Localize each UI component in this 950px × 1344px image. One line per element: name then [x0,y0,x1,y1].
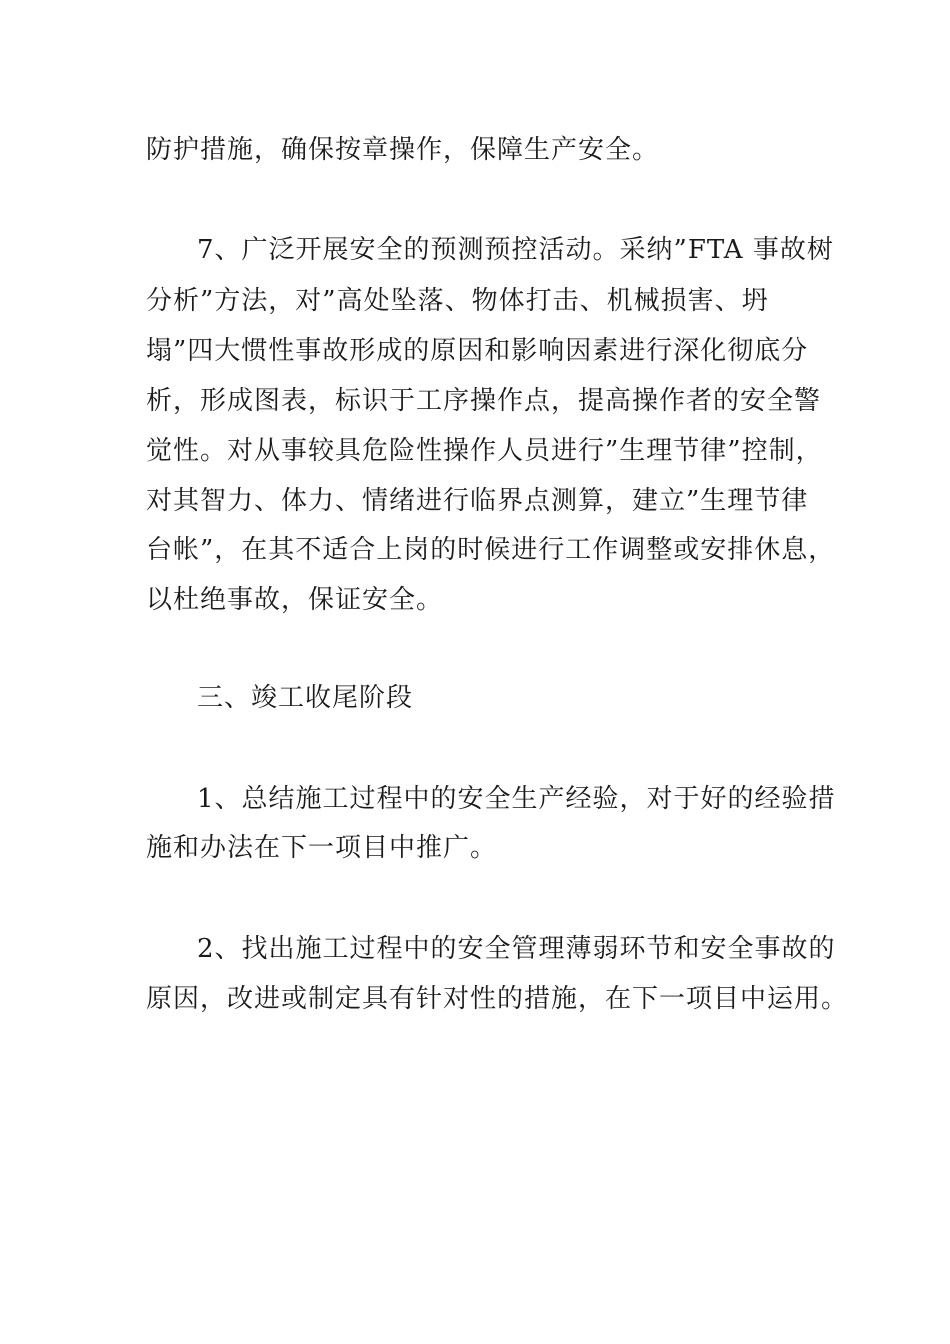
paragraph-7-line: 分析”方法，对”高处坠落、物体打击、机械损害、坍 [146,286,769,316]
paragraph-7-line: 觉性。对从事较具危险性操作人员进行”生理节律”控制， [146,436,823,466]
paragraph-7-line: 塌”四大惯性事故形成的原因和影响因素进行深化彻底分 [146,336,809,366]
paragraph-7-line: 7、广泛开展安全的预测预控活动。采纳”FTA 事故树 [197,235,834,265]
paragraph-7-line: 对其智力、体力、情绪进行临界点测算，建立”生理节律 [146,486,809,516]
paragraph-7-line: 析，形成图表，标识于工序操作点，提高操作者的安全警 [146,386,822,416]
paragraph-7-line: 以杜绝事故，保证安全。 [146,585,444,615]
paragraph-2-line: 2、找出施工过程中的安全管理薄弱环节和安全事故的 [197,934,836,964]
section-heading: 三、竣工收尾阶段 [197,683,414,713]
paragraph-1-line: 1、总结施工过程中的安全生产经验，对于好的经验措 [197,784,836,814]
paragraph-7-line: 台帐”，在其不适合上岗的时候进行工作调整或安排休息， [146,535,836,565]
paragraph-continuation-line: 防护措施，确保按章操作，保障生产安全。 [146,135,660,165]
paragraph-2-line: 原因，改进或制定具有针对性的措施，在下一项目中运用。 [146,984,849,1014]
paragraph-1-line: 施和办法在下一项目中推广。 [146,833,498,863]
